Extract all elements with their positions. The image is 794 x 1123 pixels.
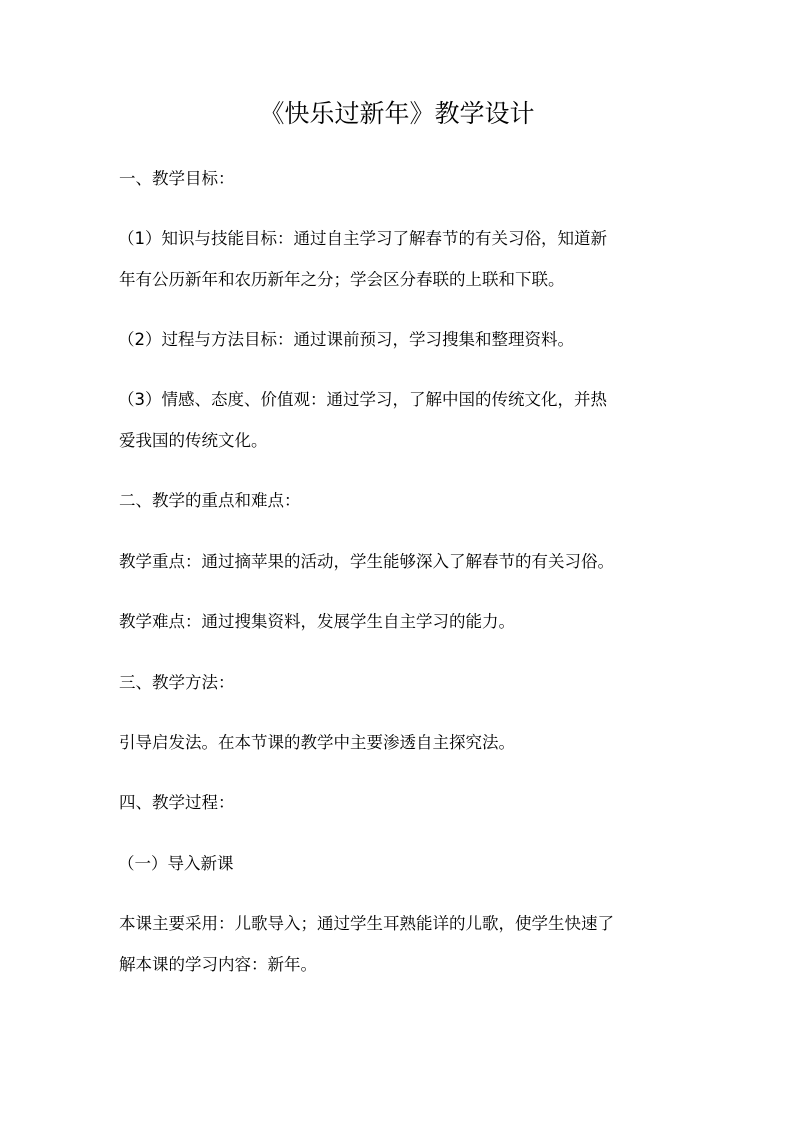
objective-1-line-2: 年有公历新年和农历新年之分；学会区分春联的上联和下联。 (119, 270, 565, 289)
difficult-point: 教学难点：通过搜集资料，发展学生自主学习的能力。 (119, 612, 515, 631)
objective-3-line-2: 爱我国的传统文化。 (119, 431, 268, 450)
introduction-line-1: 本课主要采用：儿歌导入；通过学生耳熟能详的儿歌，使学生快速了 (119, 914, 614, 933)
document-title: 《快乐过新年》教学设计 (259, 99, 535, 128)
key-point: 教学重点：通过摘苹果的活动，学生能够深入了解春节的有关习俗。 (119, 552, 614, 571)
section-heading-methods: 三、教学方法： (119, 673, 235, 692)
objective-1-line-1: （1）知识与技能目标：通过自主学习了解春节的有关习俗，知道新 (118, 229, 607, 248)
section-heading-key-points: 二、教学的重点和难点： (119, 491, 301, 510)
introduction-line-2: 解本课的学习内容：新年。 (119, 955, 317, 974)
objective-2: （2）过程与方法目标：通过课前预习，学习搜集和整理资料。 (118, 330, 574, 349)
subsection-heading-introduction: （一）导入新课 (118, 854, 234, 873)
objective-3-line-1: （3）情感、态度、价值观：通过学习，了解中国的传统文化，并热 (118, 390, 607, 409)
method-text: 引导启发法。在本节课的教学中主要渗透自主探究法。 (119, 733, 515, 752)
section-heading-objectives: 一、教学目标： (119, 169, 235, 188)
section-heading-process: 四、教学过程： (119, 793, 235, 812)
